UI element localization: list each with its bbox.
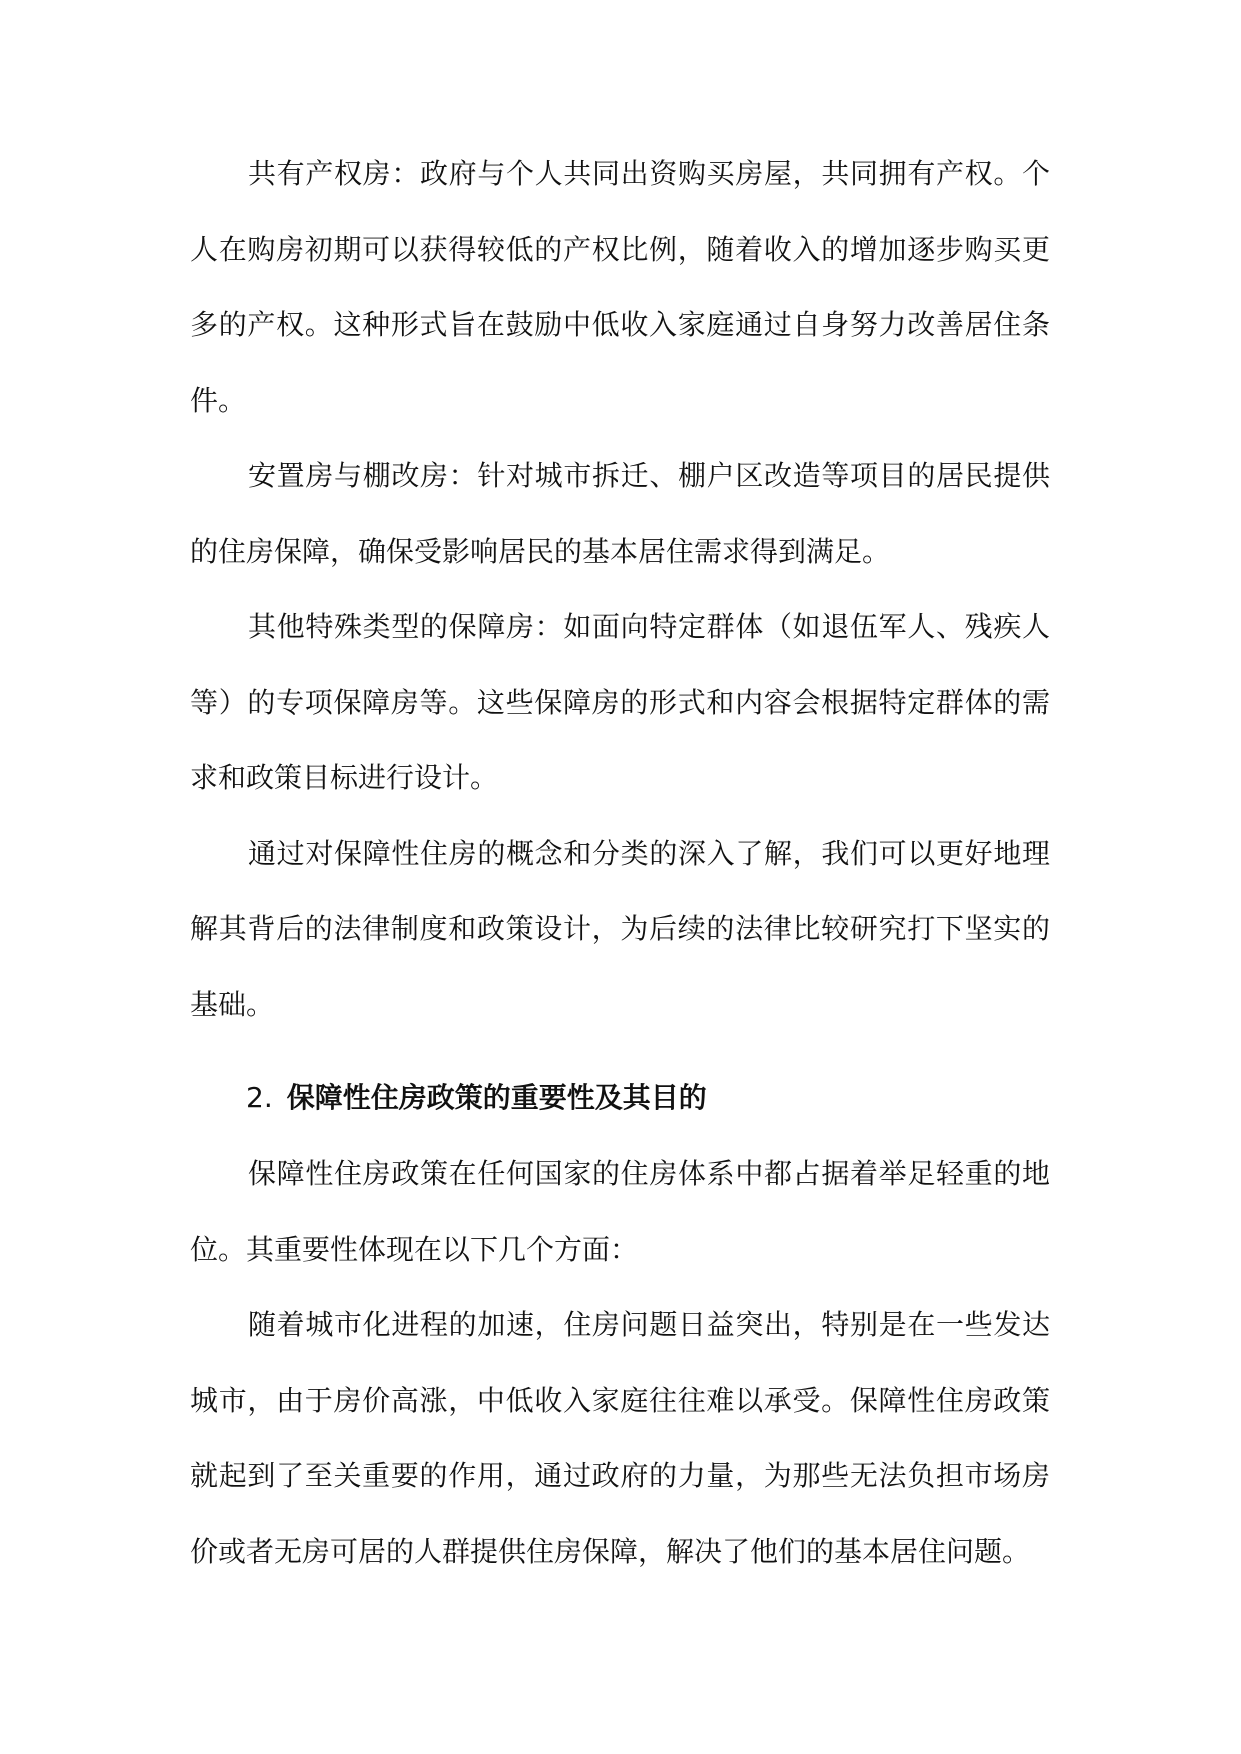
section-number: 2. <box>246 1081 273 1114</box>
paragraph-summary: 通过对保障性住房的概念和分类的深入了解，我们可以更好地理解其背后的法律制度和政策设计，为后续的法律比较研究打下坚实的基础。 <box>190 836 1050 1021</box>
section-title: 保障性住房政策的重要性及其目的 <box>286 1081 707 1114</box>
paragraph-policy-importance: 保障性住房政策在任何国家的住房体系中都占据着举足轻重的地位。其重要性体现在以下几个方面： <box>190 1157 1050 1266</box>
document-body <box>190 136 1050 1589</box>
paragraph-shared-ownership: 共有产权房：政府与个人共同出资购买房屋，共同拥有产权。个人在购房初期可以获得较低的产权比例，随着收入的增加逐步购买更多的产权。这种形式旨在鼓励中低收入家庭通过自身努力改善居住条件。 <box>190 157 1050 417</box>
paragraph-special-housing: 其他特殊类型的保障房：如面向特定群体（如退伍军人、残疾人等）的专项保障房等。这些保障房的形式和内容会根据特定群体的需求和政策目标进行设计。 <box>190 610 1050 794</box>
paragraph-urbanization: 随着城市化进程的加速，住房问题日益突出，特别是在一些发达城市，由于房价高涨，中低收入家庭往往难以承受。保障性住房政策就起到了至关重要的作用，通过政府的力量，为那些无法负担市场房价或者无房可居的人群提供住房保障，解决了他们的基本居住问题。 <box>190 1308 1050 1568</box>
section-heading <box>190 1072 1050 1124</box>
paragraph-resettlement-housing: 安置房与棚改房：针对城市拆迁、棚户区改造等项目的居民提供的住房保障，确保受影响居民的基本居住需求得到满足。 <box>190 459 1050 568</box>
